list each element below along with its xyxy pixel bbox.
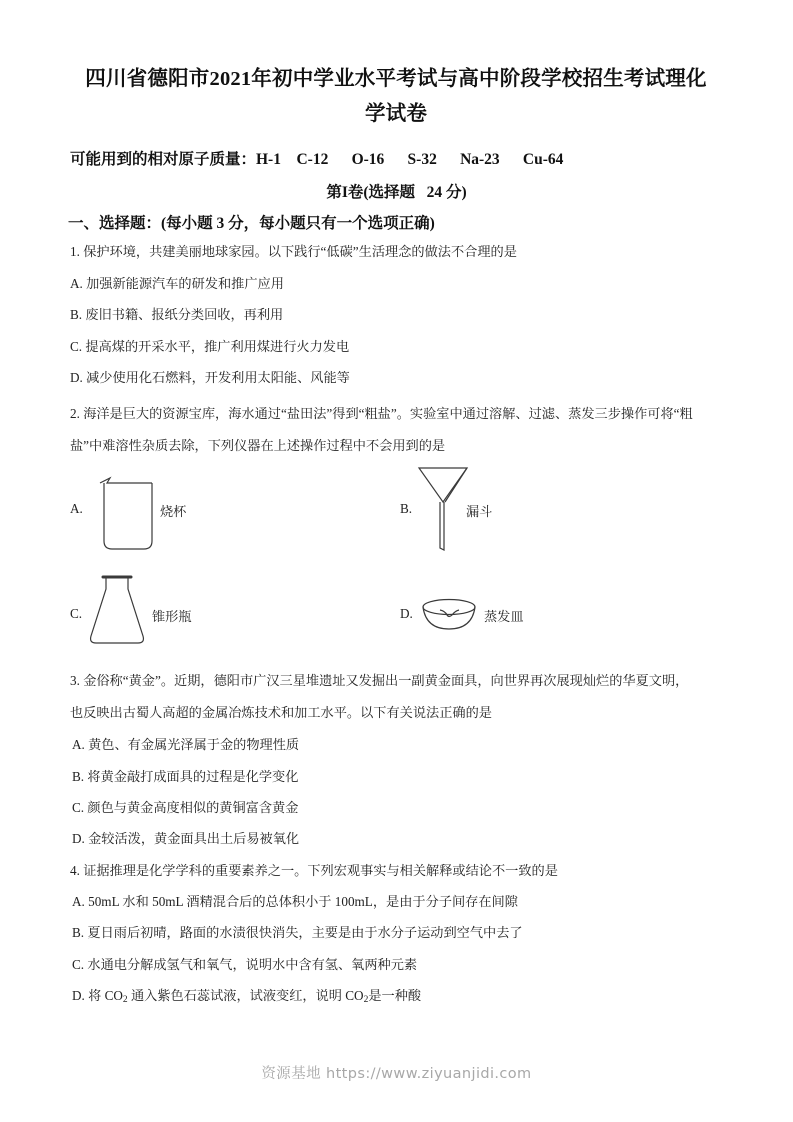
conical-flask-figure <box>86 572 148 648</box>
question-2-option-c-caption: 锥形瓶 <box>152 609 192 624</box>
question-4-option-d-sub-2: 2 <box>363 995 369 1006</box>
question-2-option-a-label: A. <box>70 501 83 516</box>
evaporating-dish-figure <box>420 598 478 632</box>
question-4-stem: 4. 证据推理是化学学科的重要素养之一。下列宏观事实与相关解释或结论不一致的是 <box>70 863 558 878</box>
question-4-option-d-suffix: 是一种酸 <box>368 988 422 1003</box>
page-title-line-1: 四川省德阳市2021年初中学业水平考试与高中阶段学校招生考试理化 <box>85 68 707 90</box>
question-2-option-d-caption: 蒸发皿 <box>484 609 524 624</box>
question-3-option-b: B. 将黄金敲打成面具的过程是化学变化 <box>72 769 299 784</box>
volume-heading: 第I卷(选择题 24 分) <box>326 184 467 201</box>
question-4-option-d <box>72 986 732 1010</box>
funnel-figure <box>414 464 474 552</box>
question-2-option-b-caption: 漏斗 <box>466 504 493 519</box>
question-3-stem-line-2: 也反映出古蜀人高超的金属冶炼技术和加工水平。以下有关说法正确的是 <box>70 705 492 720</box>
question-3-option-c: C. 颜色与黄金高度相似的黄铜富含黄金 <box>72 800 299 815</box>
page-title-line-2: 学试卷 <box>364 103 428 125</box>
question-3-option-d: D. 金较活泼，黄金面具出土后易被氧化 <box>72 831 300 846</box>
question-3-option-a: A. 黄色、有金属光泽属于金的物理性质 <box>72 737 300 752</box>
atomic-mass-line: 可能用到的相对原子质量：H-1 C-12 O-16 S-32 Na-23 Cu-64 <box>70 151 564 168</box>
question-3-stem-line-1: 3. 金俗称“黄金”。近期，德阳市广汉三星堆遗址又发掘出一副黄金面具，向世界再次展现灿烂的华夏文明， <box>70 673 689 688</box>
page-title <box>66 62 726 132</box>
question-4-option-c: C. 水通电分解成氢气和氧气，说明水中含有氢、氧两种元素 <box>72 957 418 972</box>
question-2-stem-line-2: 盐”中难溶性杂质去除，下列仪器在上述操作过程中不会用到的是 <box>70 438 446 453</box>
question-4-option-b: B. 夏日雨后初晴，路面的水渍很快消失，主要是由于水分子运动到空气中去了 <box>72 925 523 940</box>
question-4-option-d-sub-1: 2 <box>122 995 128 1006</box>
question-1-option-d: D. 减少使用化石燃料，开发利用太阳能、风能等 <box>70 370 350 385</box>
footer-watermark: 资源基地 https://www.ziyuanjidi.com <box>261 1066 532 1082</box>
question-1-stem: 1. 保护环境，共建美丽地球家园。以下践行“低碳”生活理念的做法不合理的是 <box>70 244 517 259</box>
question-1-option-a: A. 加强新能源汽车的研发和推广应用 <box>70 276 284 291</box>
question-2-option-b-label: B. <box>400 501 413 516</box>
question-4-option-d-prefix: D. 将 CO <box>72 988 123 1003</box>
question-2-option-a-caption: 烧杯 <box>160 504 187 519</box>
question-4-option-d-middle: 通入紫色石蕊试液，试液变红，说明 CO <box>127 988 364 1003</box>
question-4-option-a: A. 50mL 水和 50mL 酒精混合后的总体积小于 100mL，是由于分子间存在间隙 <box>72 894 518 909</box>
question-2-stem-line-1: 2. 海洋是巨大的资源宝库，海水通过“盐田法”得到“粗盐”。实验室中通过溶解、过滤、蒸发三步操作可将“粗 <box>70 406 693 421</box>
question-2-option-c-label: C. <box>70 606 83 621</box>
question-1-option-c: C. 提高煤的开采水平，推广利用煤进行火力发电 <box>70 339 350 354</box>
question-1-option-b: B. 废旧书籍、报纸分类回收，再利用 <box>70 307 284 322</box>
beaker-figure <box>96 473 160 555</box>
section-heading-choice: 一、选择题：(每小题 3 分，每小题只有一个选项正确) <box>68 215 435 232</box>
question-2-option-d-label: D. <box>400 606 413 621</box>
